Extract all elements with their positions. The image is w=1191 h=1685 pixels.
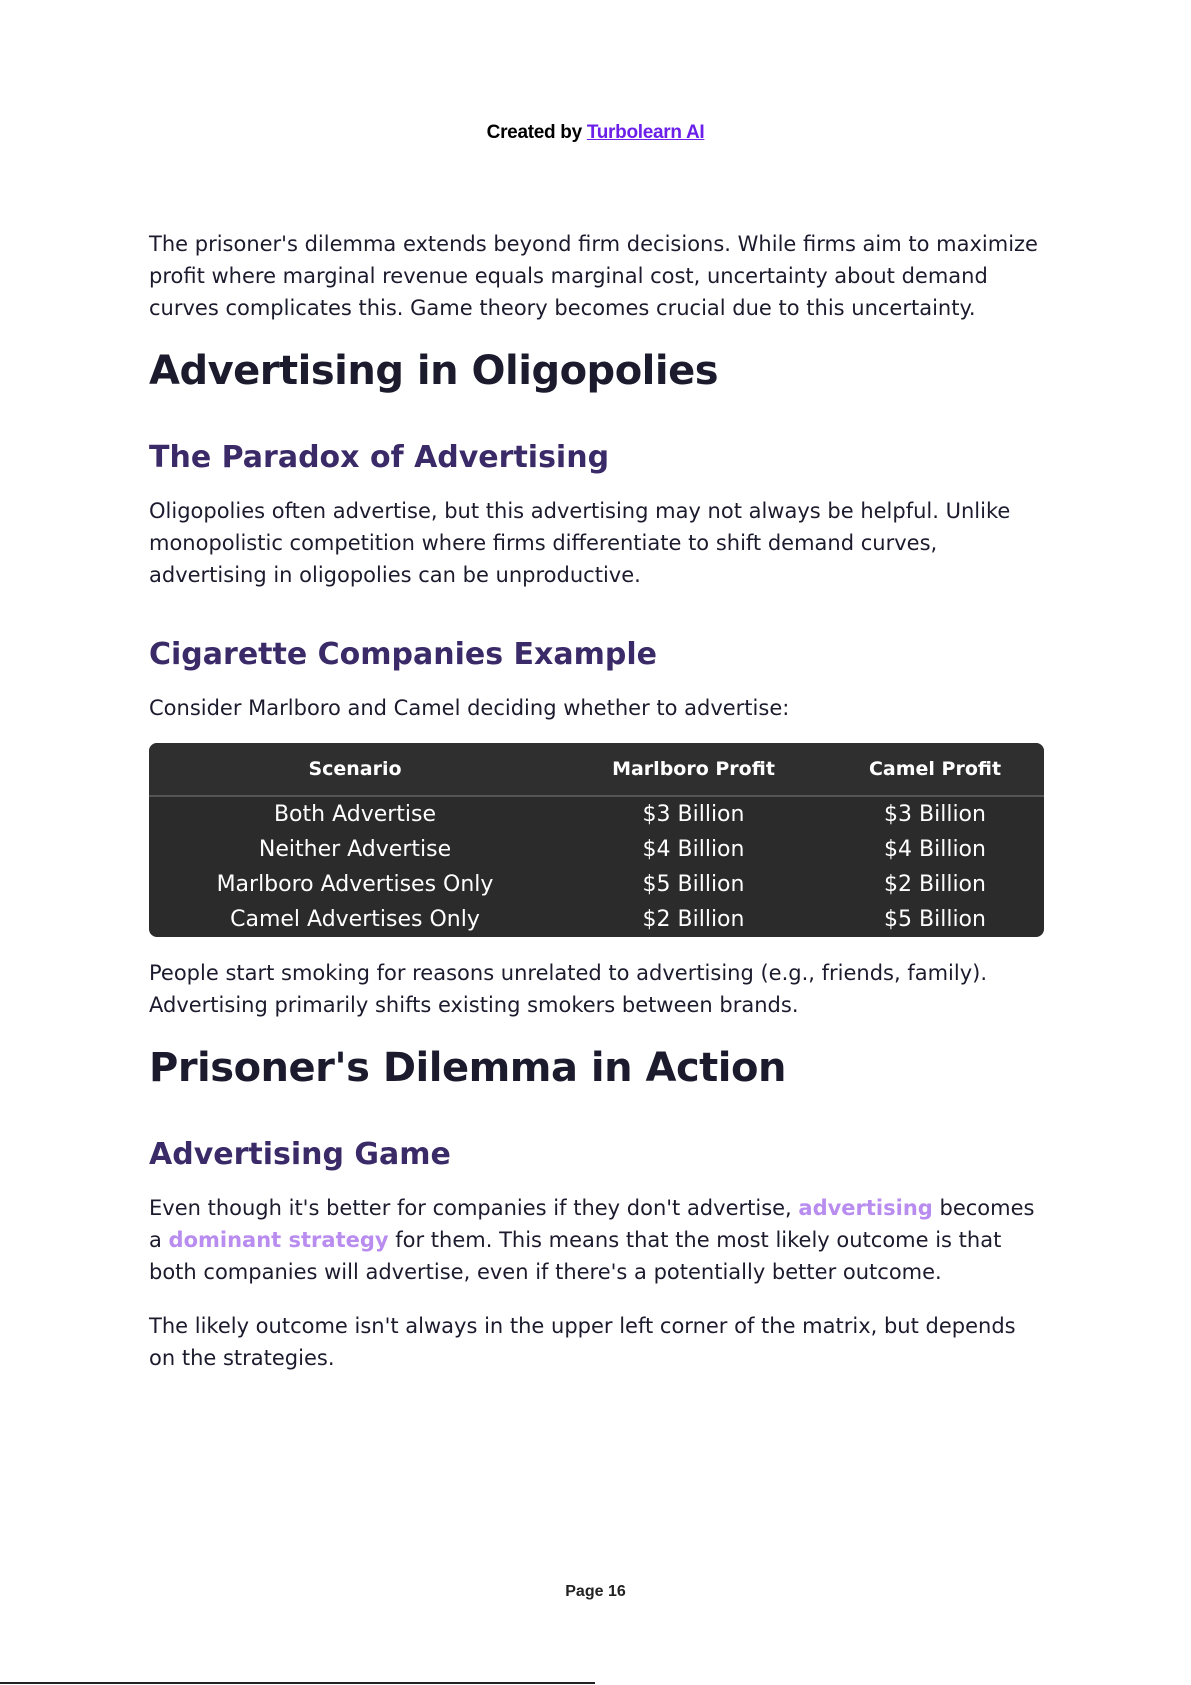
cell-marlboro: $2 Billion (642, 907, 745, 932)
table-row (149, 832, 1044, 867)
payoff-table-wrapper (149, 743, 1044, 937)
subheading-advertising-game: Advertising Game (149, 1137, 451, 1172)
cell-scenario: Marlboro Advertises Only (216, 872, 494, 897)
cell-camel: $4 Billion (884, 837, 986, 862)
table-row (149, 867, 1044, 902)
cigarette-intro: Consider Marlboro and Camel deciding whether to advertise: (149, 696, 790, 720)
payoff-table (149, 743, 1044, 937)
cell-scenario: Camel Advertises Only (230, 907, 480, 932)
text-segment: becomes a (149, 1196, 1035, 1252)
subheading-cigarette: Cigarette Companies Example (149, 637, 657, 672)
text-segment: Even though it's better for companies if they don't advertise, (149, 1196, 799, 1220)
page-header (0, 122, 1191, 144)
header-scenario: Scenario (149, 743, 561, 797)
table-row (149, 902, 1044, 937)
page-content (149, 228, 1044, 1374)
intro-paragraph: The prisoner's dilemma extends beyond firm decisions. While firms aim to maximize profit where marginal revenue equals marginal cost, uncertainty about demand curves complicates this. Game theory becomes crucial due to this uncertainty. (149, 232, 1038, 320)
section-heading-advertising: Advertising in Oligopolies (149, 348, 719, 394)
cell-marlboro: $3 Billion (642, 802, 745, 827)
bottom-divider (0, 1682, 595, 1684)
section-heading-prisoners-dilemma: Prisoner's Dilemma in Action (149, 1045, 786, 1091)
page-number: Page 16 (565, 1583, 626, 1600)
turbolearn-link[interactable]: Turbolearn AI (586, 122, 705, 143)
smoking-paragraph: People start smoking for reasons unrelated to advertising (e.g., friends, family). Advertising primarily shifts existing smokers between brands. (149, 961, 988, 1017)
header-camel-profit: Camel Profit (826, 743, 1044, 797)
highlight-dominant-strategy: dominant strategy (168, 1228, 389, 1252)
text-segment: for them. This means that the most likely outcome is that both companies will advertise, even if there's a potentially better outcome. (149, 1228, 1002, 1284)
header-marlboro-profit: Marlboro Profit (561, 743, 826, 797)
cell-camel: $3 Billion (884, 802, 986, 827)
table-header-row (149, 743, 1044, 797)
advertising-game-paragraph (149, 1192, 1044, 1288)
highlight-advertising: advertising (798, 1196, 933, 1220)
paradox-paragraph: Oligopolies often advertise, but this advertising may not always be helpful. Unlike monopolistic competition where firms differentiate to shift demand curves, advertising in oligopolies can be unproductive. (149, 499, 1011, 587)
table-row (149, 797, 1044, 832)
cell-camel: $5 Billion (884, 907, 986, 932)
subheading-paradox: The Paradox of Advertising (149, 440, 610, 475)
header-prefix: Created by (486, 122, 587, 143)
likely-outcome-paragraph: The likely outcome isn't always in the upper left corner of the matrix, but depends on the strategies. (149, 1314, 1016, 1370)
cell-marlboro: $4 Billion (642, 837, 745, 862)
cell-scenario: Neither Advertise (258, 837, 452, 862)
cell-scenario: Both Advertise (273, 802, 437, 827)
cell-marlboro: $5 Billion (642, 872, 745, 897)
cell-camel: $2 Billion (884, 872, 986, 897)
